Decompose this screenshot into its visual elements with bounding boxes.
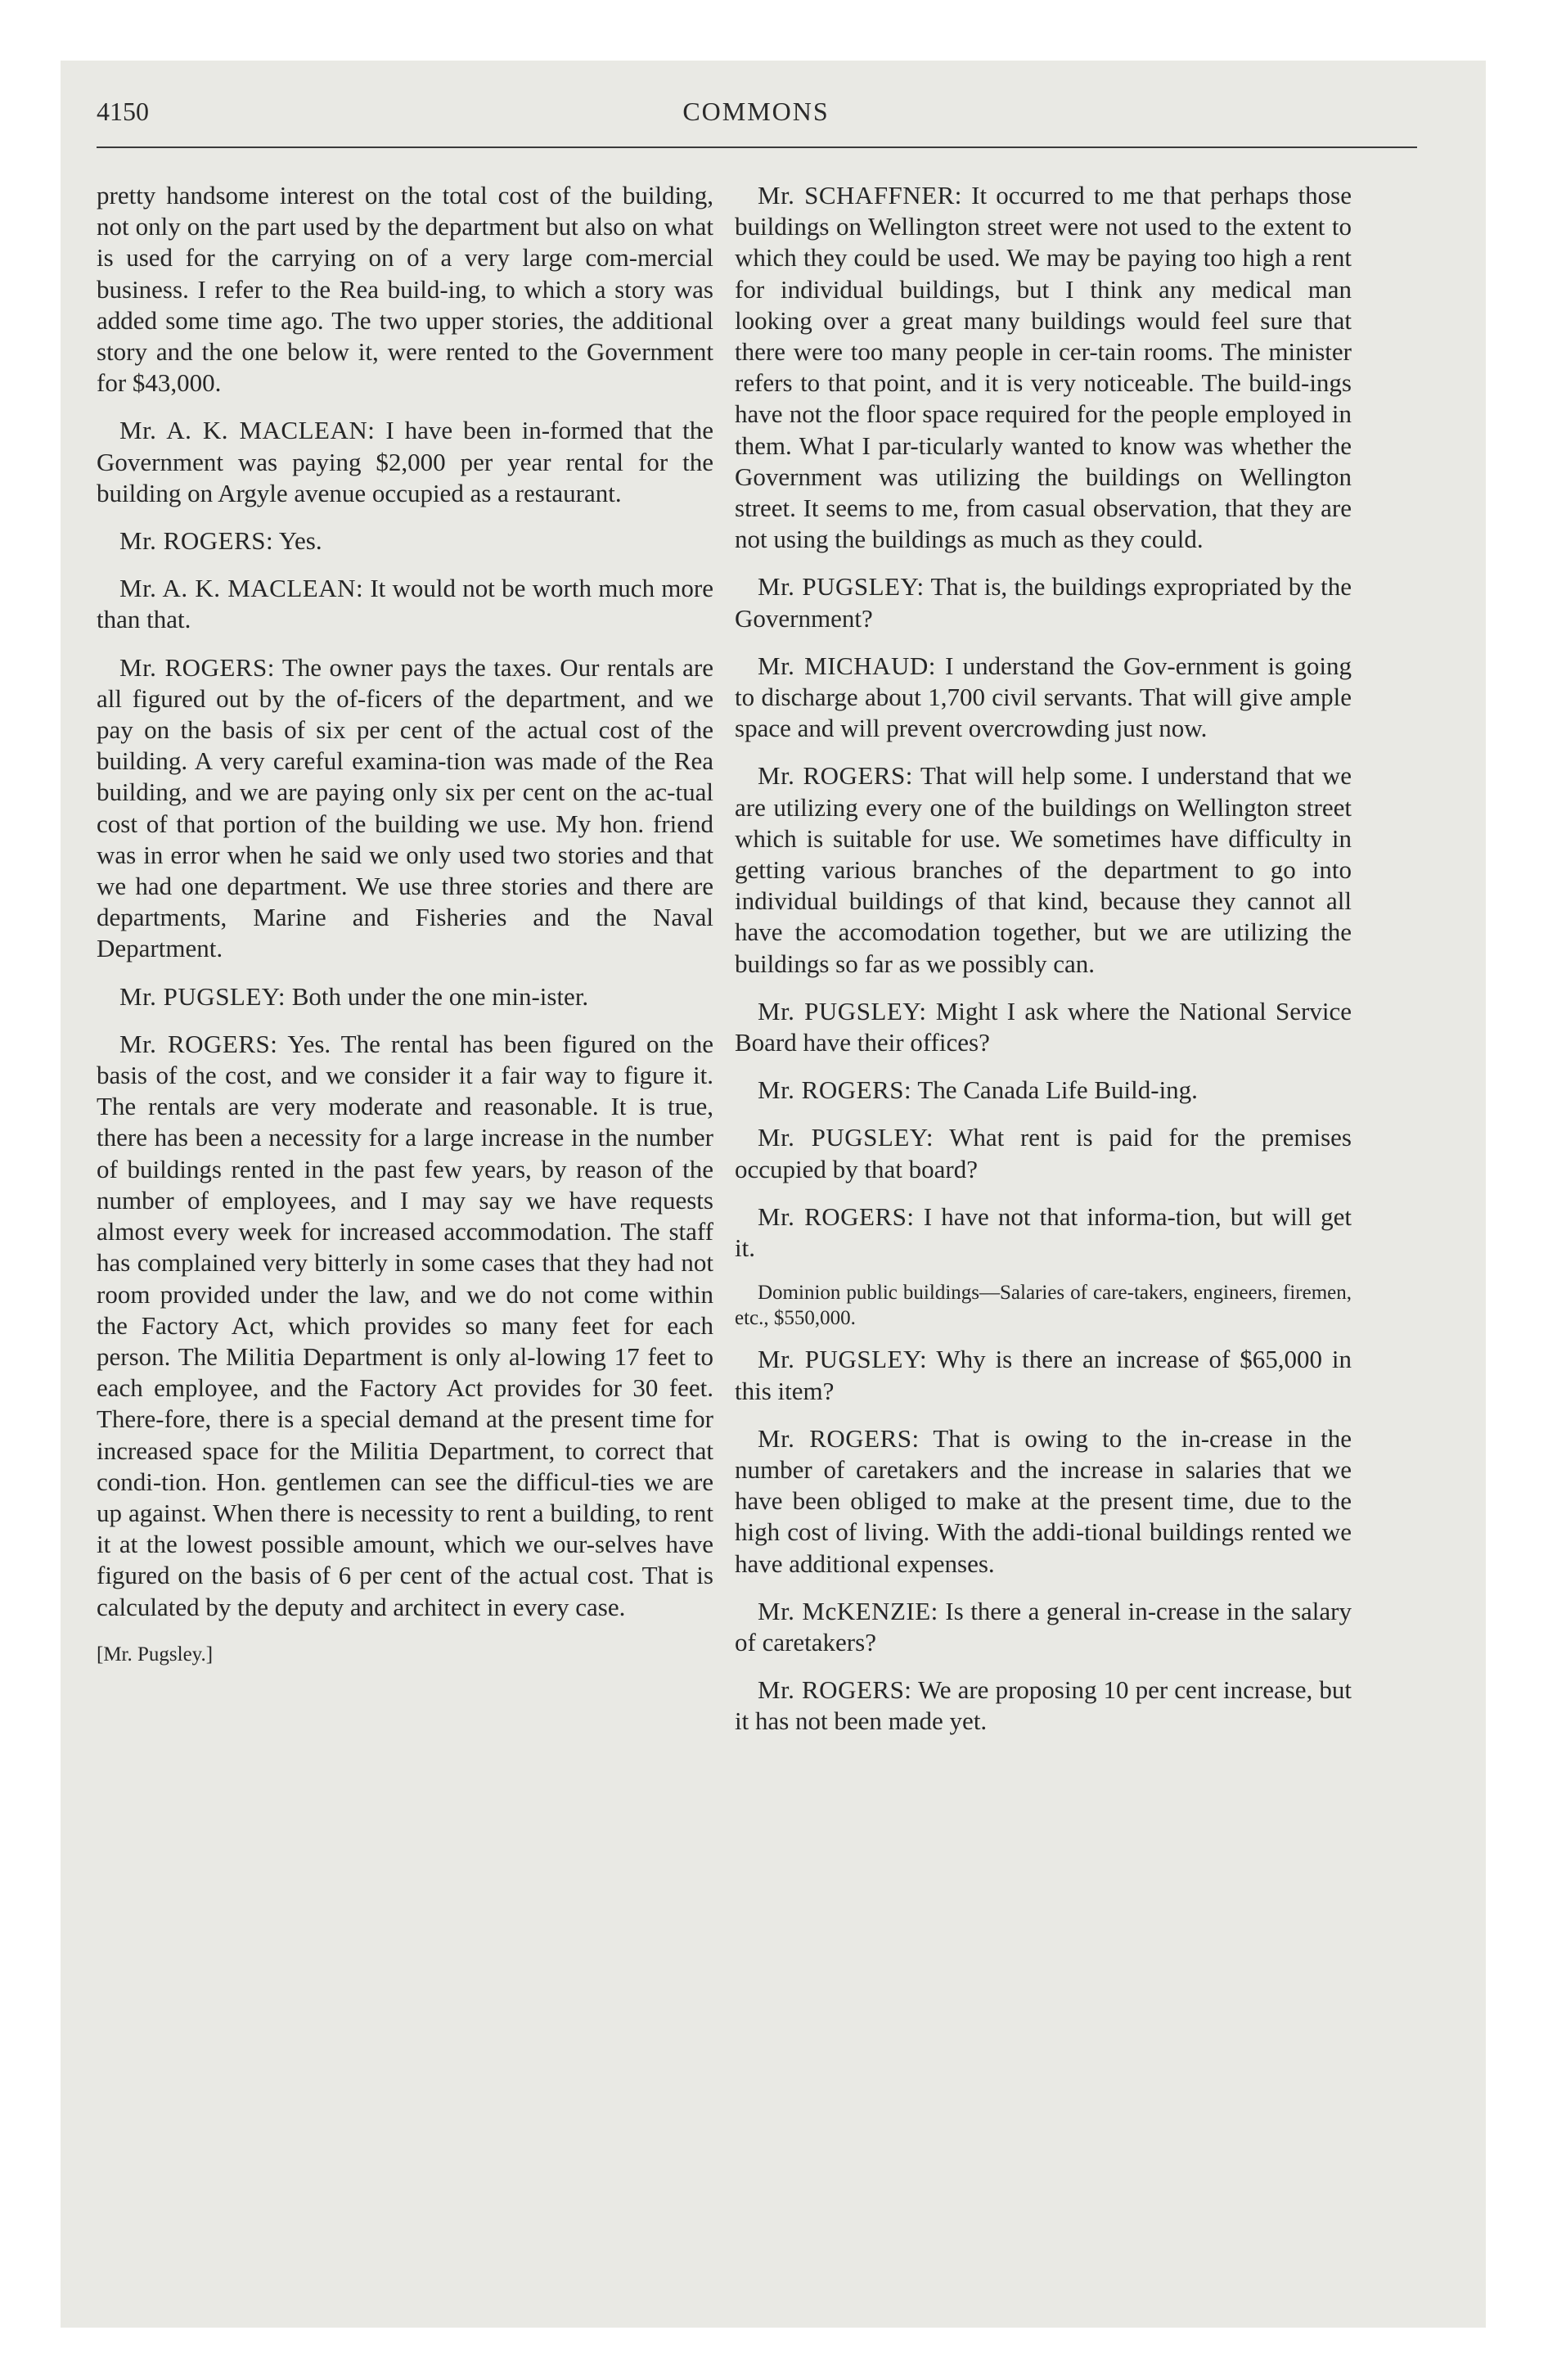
estimate-item-heading: Dominion public buildings—Salaries of care-takers, engineers, firemen, etc., $550,000. — [735, 1282, 1352, 1330]
paragraph-text: Yes. — [278, 526, 322, 556]
paragraph — [97, 652, 713, 965]
speaker-name: Mr. ROGERS: — [758, 1675, 912, 1705]
paragraph-text: Both under the one min-ister. — [291, 981, 589, 1011]
speaker-name: Mr. A. K. MACLEAN: — [119, 574, 364, 603]
speaker-name: Mr. PUGSLEY: — [758, 1345, 928, 1374]
header-rule — [97, 146, 1417, 148]
paragraph — [735, 180, 1352, 555]
speaker-name: Mr. PUGSLEY: — [758, 996, 927, 1025]
paragraph-text: I have not that informa-tion, but will get it. — [735, 1201, 1352, 1263]
paragraph — [735, 996, 1352, 1058]
paragraph-text: I understand the Gov-ernment is going to discharge about 1,700 civil servants. That will give ample space and will prevent overcrowding just now. — [735, 651, 1352, 743]
speaker-name: Mr. McKENZIE: — [758, 1596, 938, 1625]
speaker-name: Mr. ROGERS: — [119, 652, 275, 682]
paragraph — [735, 1075, 1352, 1106]
footer-speaker-tag: [Mr. Pugsley.] — [97, 1643, 214, 1666]
paragraph — [97, 573, 713, 635]
paragraph-text: Yes. The rental has been figured on the basis of the cost, and we consider it a fair way to figure it. The rentals are very moderate and reasonable. It is true, there has been a necessity for a large increase in the number of buildings rented in the past few years, by reason of the number of employees, and I may say we have requests almost every week for increased accommodation. The staff has complained very bitterly in some cases that they had not room provided under the law, and we do not come within the Factory Act, which provides so many feet for each person. The Militia Department is only al-lowing 17 feet to each employee, and the Factory Act provides for 30 feet. There-fore, there is a special demand at the present time for increased space for the Militia Department, to correct that condi-tion. Hon. gentlemen can see the difficul-ties we are up against. When there is necessity to rent a building, to rent it at the lowest possible amount, which we our-selves have figured on the basis of 6 per cent of the actual cost. That is calculated by the deputy and architect in every case. — [97, 1029, 713, 1621]
paragraph — [97, 1029, 713, 1623]
running-head: COMMONS — [682, 97, 830, 126]
speaker-name: Mr. ROGERS: — [758, 1075, 912, 1105]
paragraph — [735, 1122, 1352, 1184]
right-column — [735, 180, 1352, 1754]
paragraph-text: It occurred to me that perhaps those buildings on Wellington street were not used to the extent to which they could be used. We may be paying too high a rent for individual buildings, but I think any medical man looking over a great many buildings would feel sure that there were too many people in cer-tain rooms. The minister refers to that point, and it is very noticeable. The build-ings have not the floor space required for the people employed in them. What I par-ticularly wanted to know was whether the Government was utilizing the buildings on Wellington street. It seems to me, from casual observation, that they are not using the buildings as much as they could. — [735, 181, 1352, 554]
paragraph — [97, 415, 713, 509]
paragraph-text: We are proposing 10 per cent increase, but it has not been made yet. — [735, 1675, 1352, 1736]
paragraph — [735, 1423, 1352, 1580]
paragraph-text: Is there a general in-crease in the salary of caretakers? — [735, 1596, 1352, 1657]
paragraph — [735, 1201, 1352, 1264]
paragraph-text: What rent is paid for the premises occupied by that board? — [735, 1123, 1352, 1183]
paragraph — [735, 571, 1352, 633]
speaker-name: Mr. PUGSLEY: — [758, 1123, 934, 1152]
paragraph — [97, 180, 713, 399]
paragraph-text: It would not be worth much more than that. — [97, 574, 714, 634]
speaker-name: Mr. ROGERS: — [758, 761, 913, 791]
paragraph-text: I have been in-formed that the Government was paying $2,000 per year rental for the building on Argyle avenue occupied as a restaurant. — [97, 416, 713, 507]
paragraph-text: The owner pays the taxes. Our rentals are all figured out by the of-ficers of the department, and we pay on the basis of six per cent of the actual cost of the building. A very careful examina-tion was made of the Rea building, and we are paying only six per cent on the ac-tual cost of that portion of the building we use. My hon. friend was in error when he said we only used two stories and that we had one department. We use three stories and there are departments, Marine and Fisheries and the Naval Department. — [97, 652, 713, 963]
page-header — [97, 97, 1415, 154]
paragraph-text: Might I ask where the National Service Board have their offices? — [735, 996, 1352, 1057]
paragraph-text: pretty handsome interest on the total cost of the building, not only on the part used by the department but also on what is used for the carrying on of a very large com-mercial business. I refer to the Rea build-ing, to which a story was added some time ago. The two upper stories, the additional story and the one below it, were rented to the Government for $43,000. — [97, 181, 713, 398]
left-column — [97, 180, 713, 1687]
speaker-name: Mr. ROGERS: — [758, 1201, 915, 1231]
paragraph — [735, 1675, 1352, 1737]
speaker-name: Mr. PUGSLEY: — [758, 572, 925, 602]
paragraph — [735, 651, 1352, 745]
speaker-name: Mr. SCHAFFNER: — [758, 181, 962, 210]
paragraph — [735, 1344, 1352, 1406]
speaker-name: Mr. MICHAUD: — [758, 651, 936, 680]
paragraph — [735, 760, 1352, 979]
speaker-name: Mr. PUGSLEY: — [119, 981, 286, 1011]
page-number: 4150 — [97, 97, 149, 126]
paragraph-text: That is, the buildings expropriated by the Government? — [735, 572, 1352, 633]
paragraph — [97, 981, 713, 1012]
speaker-name: Mr. ROGERS: — [119, 526, 274, 556]
paragraph-text: That will help some. I understand that we are utilizing every one of the buildings on Wellington street which is suitable for use. We sometimes have difficulty in getting various branches of the department to go into individual buildings of that kind, because they cannot all have the accomodation together, but we are utilizing the buildings so far as we possibly can. — [735, 761, 1352, 978]
paragraph-text: The Canada Life Build-ing. — [917, 1075, 1198, 1105]
speaker-name: Mr. ROGERS: — [758, 1423, 920, 1453]
speaker-name: Mr. ROGERS: — [119, 1029, 278, 1058]
speaker-name: Mr. A. K. MACLEAN: — [119, 416, 376, 445]
paragraph — [735, 1596, 1352, 1658]
paragraph — [97, 525, 713, 557]
paragraph-text: Why is there an increase of $65,000 in this item? — [735, 1345, 1352, 1405]
paragraph-text: That is owing to the in-crease in the number of caretakers and the increase in salaries that we have been obliged to make at the present time, due to the high cost of living. With the addi-tional buildings rented we have additional expenses. — [735, 1423, 1352, 1578]
